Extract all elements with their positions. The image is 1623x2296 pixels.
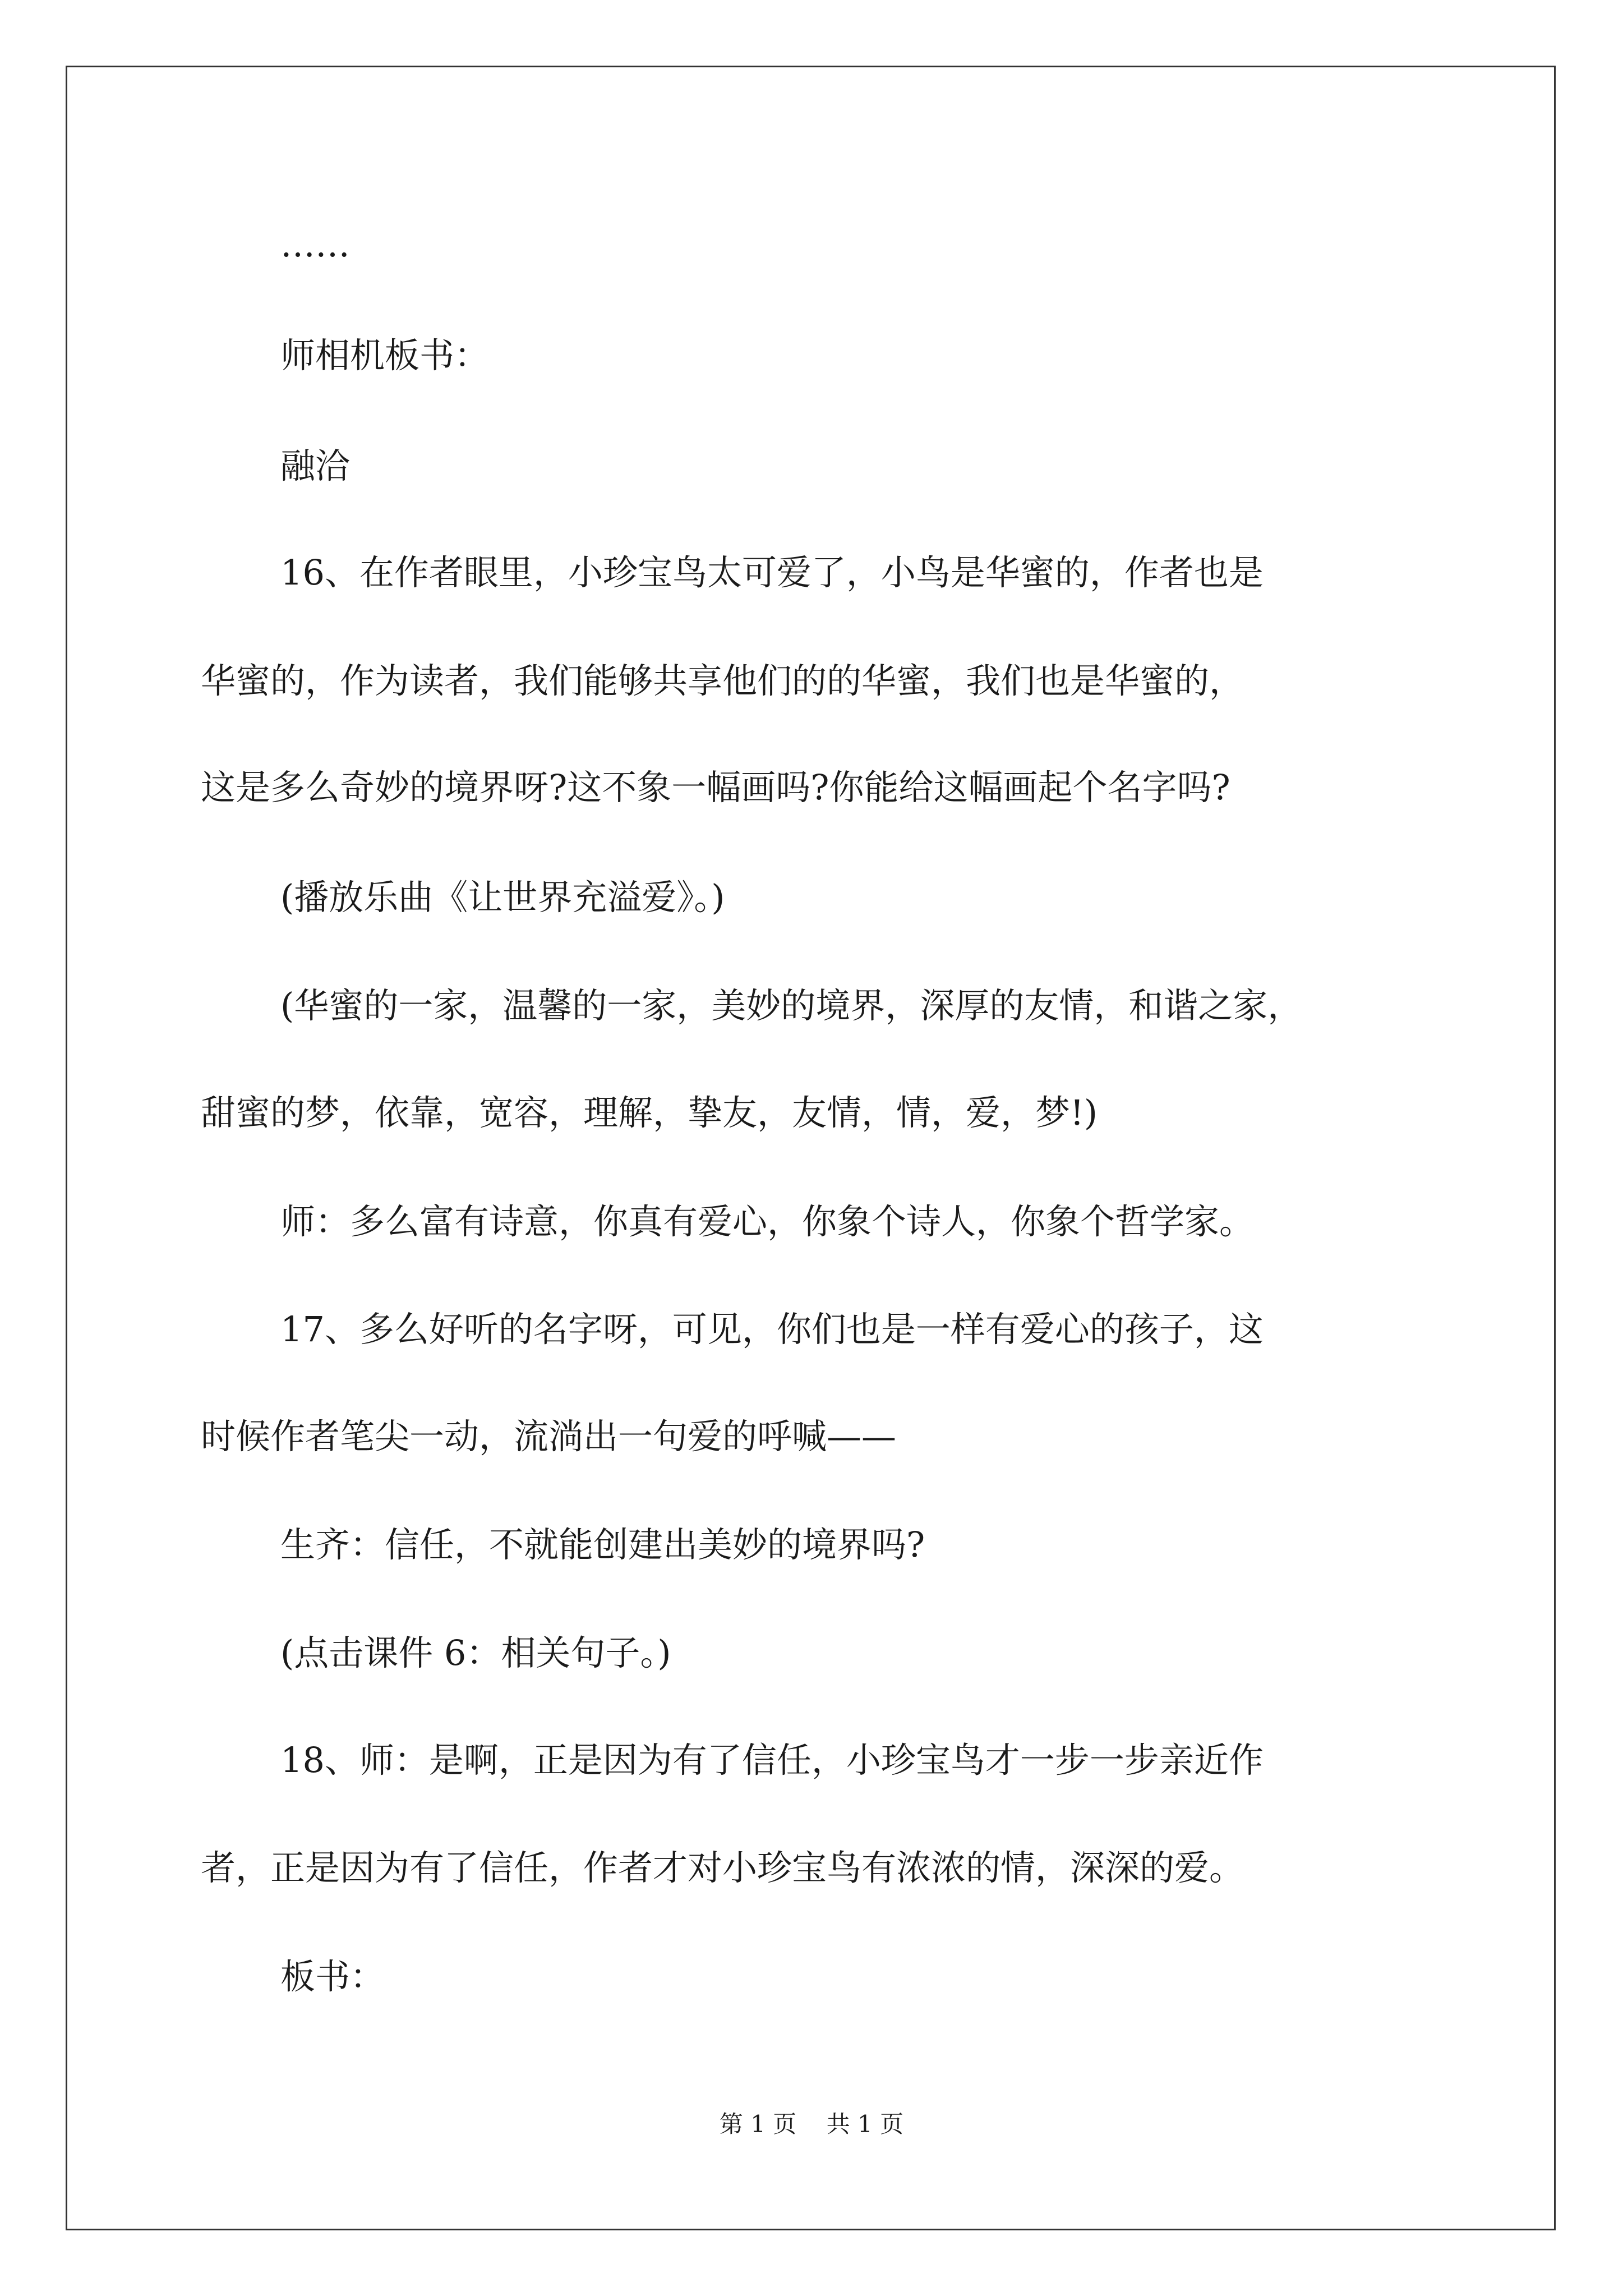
text-line: 者，正是因为有了信任，作者才对小珍宝鸟有浓浓的情，深深的爱。 bbox=[201, 1847, 1244, 1888]
page-frame bbox=[66, 66, 1556, 2230]
text-line: 融洽 bbox=[280, 445, 351, 486]
text-line: 师：多么富有诗意，你真有爱心，你象个诗人，你象个哲学家。 bbox=[280, 1201, 1255, 1242]
text-line: (播放乐曲《让世界充溢爱》。) bbox=[280, 877, 725, 918]
text-line: 生齐：信任，不就能创建出美妙的境界吗? bbox=[280, 1524, 925, 1565]
text-line: …… bbox=[280, 224, 350, 265]
text-line: 师相机板书： bbox=[280, 335, 490, 376]
page-footer: 第 1 页 共 1 页 bbox=[719, 2110, 904, 2138]
text-line: 华蜜的，作为读者，我们能够共享他们的的华蜜，我们也是华蜜的， bbox=[201, 660, 1244, 701]
text-line: (点击课件 6：相关句子。) bbox=[280, 1632, 671, 1673]
text-line: 18、师：是啊，正是因为有了信任，小珍宝鸟才一步一步亲近作 bbox=[280, 1740, 1264, 1780]
text-line: 板书： bbox=[280, 1956, 385, 1997]
text-line: 这是多么奇妙的境界呀?这不象一幅画吗?你能给这幅画起个名字吗? bbox=[201, 767, 1230, 808]
text-line: 甜蜜的梦，依靠，宽容，理解，挚友，友情，情，爱，梦!) bbox=[201, 1092, 1098, 1133]
text-line: 16、在作者眼里，小珍宝鸟太可爱了，小鸟是华蜜的，作者也是 bbox=[280, 552, 1264, 593]
text-line: (华蜜的一家，温馨的一家，美妙的境界，深厚的友情，和谐之家， bbox=[280, 985, 1303, 1026]
text-line: 时候作者笔尖一动，流淌出一句爱的呼喊—— bbox=[201, 1416, 897, 1457]
text-line: 17、多么好听的名字呀，可见，你们也是一样有爱心的孩子，这 bbox=[280, 1309, 1264, 1350]
